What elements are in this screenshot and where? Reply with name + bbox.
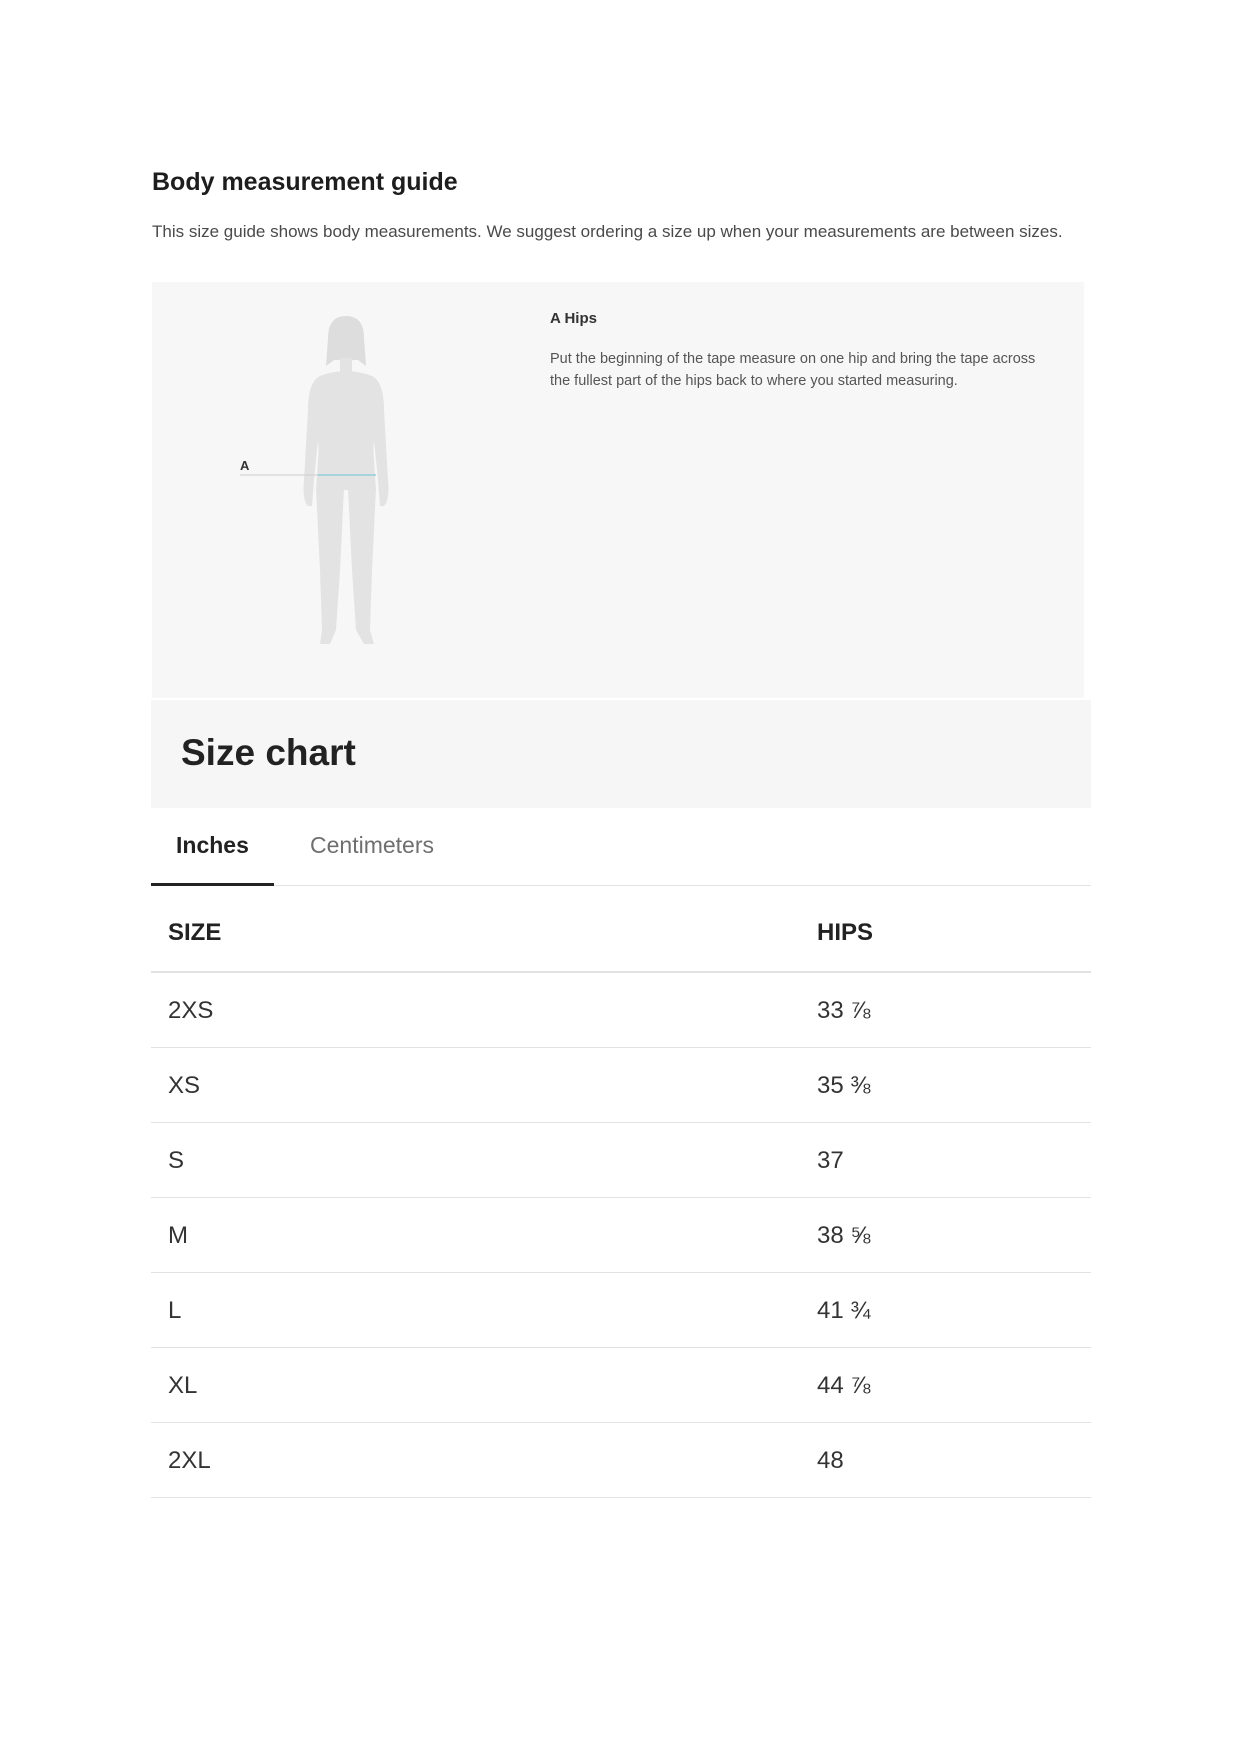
hip-marker-label: A [240, 458, 250, 473]
unit-tabs [151, 808, 1091, 886]
table-header-row [151, 887, 1091, 973]
measurement-figure-panel [152, 282, 1084, 698]
size-chart-title: Size chart [181, 732, 356, 773]
hips-cell: 41 ¾ [817, 1297, 871, 1324]
column-header-size: SIZE [168, 919, 222, 946]
size-cell: M [168, 1222, 188, 1249]
silhouette-neck [340, 358, 352, 372]
size-cell: S [168, 1147, 185, 1174]
table-row [151, 973, 1091, 1048]
size-table [151, 887, 1091, 1498]
size-cell: 2XS [168, 997, 214, 1024]
table-row [151, 1273, 1091, 1348]
active-tab-indicator [151, 883, 274, 886]
body-silhouette-image [242, 310, 442, 660]
size-cell: 2XL [168, 1447, 211, 1474]
hips-cell: 38 ⅝ [817, 1222, 871, 1249]
guide-title: Body measurement guide [152, 168, 458, 196]
hips-cell: 33 ⅞ [817, 997, 871, 1024]
column-header-hips: HIPS [817, 919, 874, 946]
table-row [151, 1123, 1091, 1198]
size-cell: L [168, 1297, 182, 1324]
tab-inches[interactable]: Inches [176, 832, 249, 858]
hips-cell: 37 [817, 1147, 844, 1174]
table-row [151, 1198, 1091, 1273]
size-chart-header [151, 700, 1091, 808]
hips-cell: 44 ⅞ [817, 1372, 871, 1399]
table-row [151, 1348, 1091, 1423]
hips-cell: 48 [817, 1447, 844, 1474]
silhouette-torso [314, 371, 378, 490]
size-cell: XS [168, 1072, 201, 1099]
hips-cell: 35 ⅜ [817, 1072, 871, 1099]
silhouette-right-leg [348, 488, 376, 644]
guide-description: This size guide shows body measurements. We suggest ordering a size up when your measurements are between sizes. [152, 222, 1063, 241]
table-row [151, 1048, 1091, 1123]
table-row [151, 1423, 1091, 1498]
size-cell: XL [168, 1372, 198, 1399]
measurement-title: A Hips [550, 310, 597, 327]
silhouette-left-leg [316, 488, 344, 644]
tab-centimeters[interactable]: Centimeters [310, 832, 434, 858]
measurement-instructions: Put the beginning of the tape measure on one hip and bring the tape across the fullest part of the hips back to where you started measuring. [550, 351, 1036, 389]
